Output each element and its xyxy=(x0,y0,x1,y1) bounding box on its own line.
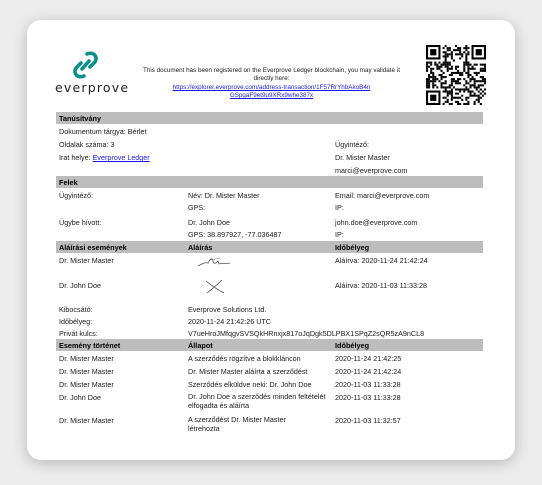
party-row xyxy=(56,215,483,241)
party-gps: GPS: 38.897927, -77.036487 xyxy=(188,230,282,239)
history-row xyxy=(56,390,483,412)
history-row xyxy=(56,377,483,390)
notice-line-1: This document has been registered on the Everprove Ledger blockchain, you may validate it xyxy=(143,67,400,74)
notice-line-2: directly here: xyxy=(253,75,290,83)
issue-timestamp-label: Időbélyeg: xyxy=(59,317,93,326)
signatures-header-timestamp: Időbélyeg xyxy=(335,243,370,252)
history-actor: Dr. Mister Master xyxy=(59,380,114,389)
issuer-value: Everprove Solutions Ltd. xyxy=(188,305,267,314)
history-time: 2020-11-03 11:33:28 xyxy=(335,393,401,402)
certificate-title: Tanúsítvány xyxy=(59,114,102,123)
history-actor: Dr. Mister Master xyxy=(59,367,114,376)
party-name: Név: Dr. Mister Master xyxy=(188,191,260,200)
qr-code[interactable] xyxy=(426,45,486,105)
party-email: Email: marci@everprove.com xyxy=(335,191,430,200)
history-header-events: Esemény történet xyxy=(59,341,121,350)
party-ip: IP: xyxy=(335,203,344,212)
page-count: Oldalak száma: 3 xyxy=(59,140,115,149)
document-subject: Dokumentum tárgya: Bérlet xyxy=(59,127,147,136)
history-time: 2020-11-03 11:33:28 xyxy=(335,380,401,389)
history-row xyxy=(56,364,483,377)
history-actor: Dr. John Doe xyxy=(59,393,101,402)
signatures-section-header xyxy=(56,241,483,253)
party-row xyxy=(56,188,483,215)
location xyxy=(59,153,150,162)
certificate-document xyxy=(27,20,515,460)
private-key-value: V7ueHroJMfqgvSVSQkHRnxjx817oJqDgk5DLPBX1SPqZ2sQR5zA9nCL8 xyxy=(188,329,425,338)
signatures-header-events: Aláírási események xyxy=(59,243,127,252)
history-header-timestamp: Időbélyeg xyxy=(335,341,370,350)
document-header xyxy=(27,20,515,120)
history-status: A szerződés rögzítve a blokkláncon xyxy=(188,354,301,363)
history-actor: Dr. Mister Master xyxy=(59,354,114,363)
signatures-header-signature: Aláírás xyxy=(188,243,213,252)
agent-label: Ügyintéző: xyxy=(335,140,369,149)
parties-title: Felek xyxy=(59,178,78,187)
party-gps: GPS: xyxy=(188,203,206,212)
history-status: Szerződés elküldve neki: Dr. John Doe xyxy=(188,380,312,389)
issuer-row xyxy=(56,303,483,315)
pages-row xyxy=(56,137,483,150)
history-time: 2020-11-03 11:32:57 xyxy=(335,416,401,425)
logo-wordmark: everprove xyxy=(55,80,130,95)
signer-name: Dr. Mister Master xyxy=(59,256,114,265)
signature-image xyxy=(196,255,236,269)
party-email: john.doe@everprove.com xyxy=(335,218,418,227)
history-status: Dr. Mister Master aláírta a szerződést xyxy=(188,367,308,376)
signer-name: Dr. John Doe xyxy=(59,281,101,290)
history-time: 2020-11-24 21:42:25 xyxy=(335,354,402,363)
signature-row xyxy=(56,253,483,278)
issue-timestamp-row xyxy=(56,315,483,327)
history-section-header xyxy=(56,339,483,351)
validation-link[interactable]: https://explorer.everprove.com/address-transaction/1F57RrYhbAkoB4nGSpgaF9et9u9XRx9whe387x xyxy=(172,83,371,100)
everprove-logo xyxy=(55,50,130,100)
private-key-row xyxy=(56,327,483,339)
everprove-logo-mark xyxy=(69,50,103,80)
party-role: Ügyintéző: xyxy=(59,191,93,200)
history-actor: Dr. Mister Master xyxy=(59,416,114,425)
party-name: Dr. John Doe xyxy=(188,218,230,227)
history-status: Dr. John Doe a szerződés minden feltételét elfogadta és aláírta xyxy=(188,392,326,410)
private-key-label: Privát kulcs: xyxy=(59,329,98,338)
history-status: A szerződést Dr. Mister Master létrehozta xyxy=(188,415,286,433)
party-ip: IP: xyxy=(335,230,344,239)
history-time: 2020-11-24 21:42:24 xyxy=(335,367,402,376)
party-role: Ügybe hívott: xyxy=(59,218,102,227)
issuer-label: Kibocsátó: xyxy=(59,305,93,314)
subject-row xyxy=(56,124,483,137)
signature-row xyxy=(56,278,483,303)
agent-email-row xyxy=(56,163,483,176)
history-row xyxy=(56,351,483,364)
certificate-section-header xyxy=(56,112,483,124)
location-label: Irat helye: xyxy=(59,153,91,162)
blockchain-notice xyxy=(130,67,413,101)
history-header-status: Állapot xyxy=(188,341,213,350)
history-row xyxy=(56,412,483,436)
location-row xyxy=(56,150,483,163)
ledger-link[interactable]: Everprove Ledger xyxy=(92,153,150,162)
signature-timestamp: Aláírva: 2020-11-03 11:33:28 xyxy=(335,281,428,290)
signature-timestamp: Aláírva: 2020-11-24 21:42:24 xyxy=(335,256,428,265)
parties-section-header xyxy=(56,176,483,188)
issue-timestamp-value: 2020-11-24 21:42:26 UTC xyxy=(188,317,271,326)
signature-image xyxy=(200,278,230,296)
agent-name: Dr. Mister Master xyxy=(335,153,390,162)
agent-email: marci@everprove.com xyxy=(335,166,408,175)
